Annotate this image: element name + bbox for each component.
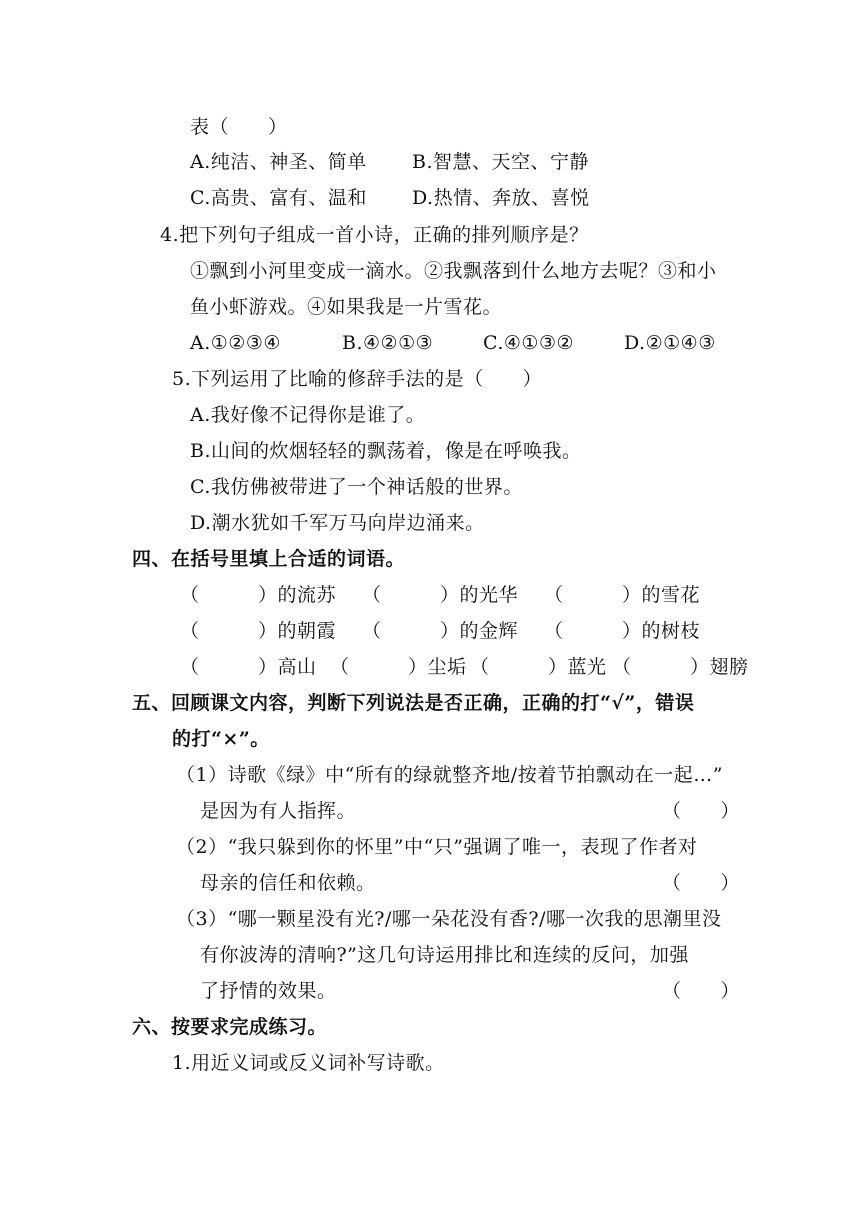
- q4-stem: 4.把下列句子组成一首小诗，正确的排列顺序是？: [160, 224, 589, 246]
- fill-blank-zhaoxia: （ ）的朝霞: [180, 620, 337, 642]
- q4-option-b: B.④②①③: [342, 332, 434, 354]
- judge-item-2-blank: （ ）: [662, 872, 741, 894]
- q4-option-c: C.④①③②: [483, 332, 575, 354]
- fill-blank-guanghua: （ ）的光华: [362, 584, 519, 606]
- section4-title: 四、在括号里填上合适的词语。: [132, 548, 406, 570]
- fill-blank-liusu: （ ）的流苏: [180, 584, 337, 606]
- fill-blank-chibang: （ ）翅膀: [612, 656, 749, 678]
- q3-options-row1: [190, 147, 790, 177]
- judge-item-1-line-1: （1）诗歌《绿》中“所有的绿就整齐地/按着节拍飘动在一起…”: [176, 764, 723, 786]
- section6-item-1: 1.用近义词或反义词补写诗歌。: [172, 1052, 445, 1074]
- fill-blank-jinhui: （ ）的金辉: [362, 620, 519, 642]
- q3-option-a: A.纯洁、神圣、简单: [190, 151, 367, 173]
- q5-option-d: D.潮水犹如千军万马向岸边涌来。: [190, 512, 485, 534]
- fill-blank-languang: （ ）蓝光: [470, 656, 607, 678]
- q5-stem: 5.下列运用了比喻的修辞手法的是（ ）: [172, 368, 543, 390]
- q4-line-2: 鱼小虾游戏。④如果我是一片雪花。: [190, 296, 503, 318]
- judge-item-2-line-2: 母亲的信任和依赖。: [200, 872, 376, 894]
- q3-option-b: B.智慧、天空、宁静: [412, 151, 590, 173]
- q3-options-row2: [190, 183, 790, 213]
- section5-title-line-1: 五、回顾课文内容，判断下列说法是否正确，正确的打“√”，错误: [132, 692, 695, 714]
- q3-option-d: D.热情、奔放、喜悦: [412, 187, 590, 209]
- q3-option-c: C.高贵、富有、温和: [190, 187, 367, 209]
- q5-option-b: B.山间的炊烟轻轻的飘荡着，像是在呼唤我。: [190, 440, 582, 462]
- section4-row-1: [180, 580, 740, 610]
- q4-options: [190, 328, 750, 358]
- judge-item-1-blank: （ ）: [662, 800, 741, 822]
- q3-stem-end: 表（ ）: [190, 116, 288, 138]
- q4-option-d: D.②①④③: [624, 332, 716, 354]
- judge-item-3-line-3: 了抒情的效果。: [200, 980, 337, 1002]
- fill-blank-xuehua: （ ）的雪花: [544, 584, 701, 606]
- judge-item-2-line-1: （2）“我只躲到你的怀里”中“只”强调了唯一，表现了作者对: [176, 836, 698, 858]
- judge-item-3-blank: （ ）: [662, 980, 741, 1002]
- q5-option-a: A.我好像不记得你是谁了。: [190, 404, 426, 426]
- q5-option-c: C.我仿佛被带进了一个神话般的世界。: [190, 476, 523, 498]
- section4-row-3: [180, 652, 749, 682]
- judge-item-1-line-2: 是因为有人指挥。: [200, 800, 357, 822]
- section6-title: 六、按要求完成练习。: [132, 1016, 328, 1038]
- fill-blank-shuzhi: （ ）的树枝: [544, 620, 701, 642]
- fill-blank-gaoshan: （ ）高山: [180, 656, 317, 678]
- fill-blank-chengou: （ ）尘垢: [330, 656, 467, 678]
- q4-line-1: ①飘到小河里变成一滴水。②我飘落到什么地方去呢？③和小: [190, 260, 717, 282]
- section5-title-line-2: 的打“×”。: [172, 728, 270, 750]
- q4-option-a: A.①②③④: [190, 332, 281, 354]
- section4-row-2: [180, 616, 740, 646]
- judge-item-3-line-1: （3）“哪一颗星没有光?/哪一朵花没有香?/哪一次我的思潮里没: [176, 908, 722, 930]
- judge-item-3-line-2: 有你波涛的清响?”这几句诗运用排比和连续的反问，加强: [200, 944, 689, 966]
